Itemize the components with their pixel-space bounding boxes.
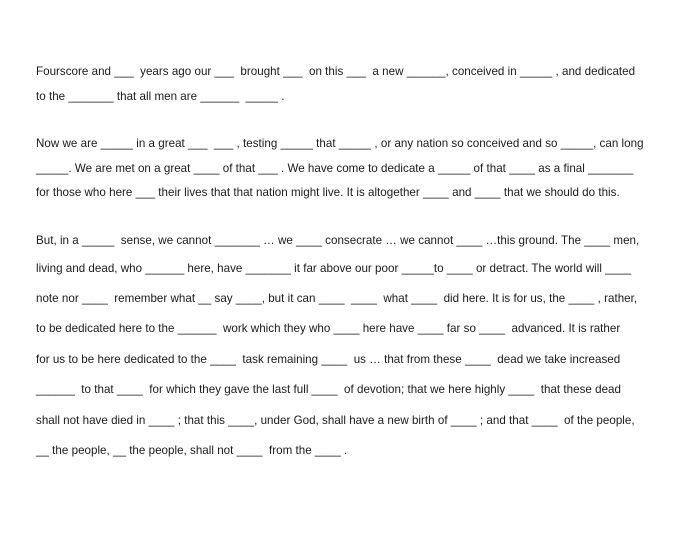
paragraph-3-line-1: But, in a _____ sense, we cannot _______ … we ____ consecrate … we cannot ____ …this ground. The ____ men,: [36, 234, 640, 247]
paragraph-3-line-5: for us to be here dedicated to the ____ task remaining ____ us … that from these ____ dead we take increased: [36, 353, 621, 366]
paragraph-3-line-8: __ the people, __ the people, shall not ____ from the ____ .: [36, 444, 348, 457]
paragraph-1-line-1: Fourscore and ___ years ago our ___ brought ___ on this ___ a new ______, conceived in _____ , and dedicated: [36, 65, 636, 78]
paragraph-3-line-4: to be dedicated here to the ______ work which they who ____ here have ____ far so ____ advanced. It is rather: [36, 322, 621, 335]
paragraph-2-line-2: _____. We are met on a great ____ of that ___ . We have come to dedicate a _____ of that ____ as a final _______: [36, 162, 634, 175]
paragraph-2-line-3: for those who here ___ their lives that that nation might live. It is altogether ____ and ____ that we should do this.: [36, 186, 620, 199]
paragraph-1-line-2: to the _______ that all men are ______ _____ .: [36, 90, 285, 103]
paragraph-3-line-6: ______ to that ____ for which they gave the last full ____ of devotion; that we here highly ____ that these dead: [36, 383, 621, 396]
paragraph-2-line-1: Now we are _____ in a great ___ ___ , testing _____ that _____ , or any nation so conceived and so _____, can long: [36, 137, 644, 150]
paragraph-3-line-2: living and dead, who ______ here, have _______ it far above our poor _____to ____ or detract. The world will ____: [36, 262, 632, 275]
paragraph-3-line-7: shall not have died in ____ ; that this ____, under God, shall have a new birth of ____ ; and that ____ of the people,: [36, 414, 635, 427]
paragraph-3-line-3: note nor ____ remember what __ say ____, but it can ____ ____ what ____ did here. It is for us, the ____ , rather,: [36, 292, 638, 305]
